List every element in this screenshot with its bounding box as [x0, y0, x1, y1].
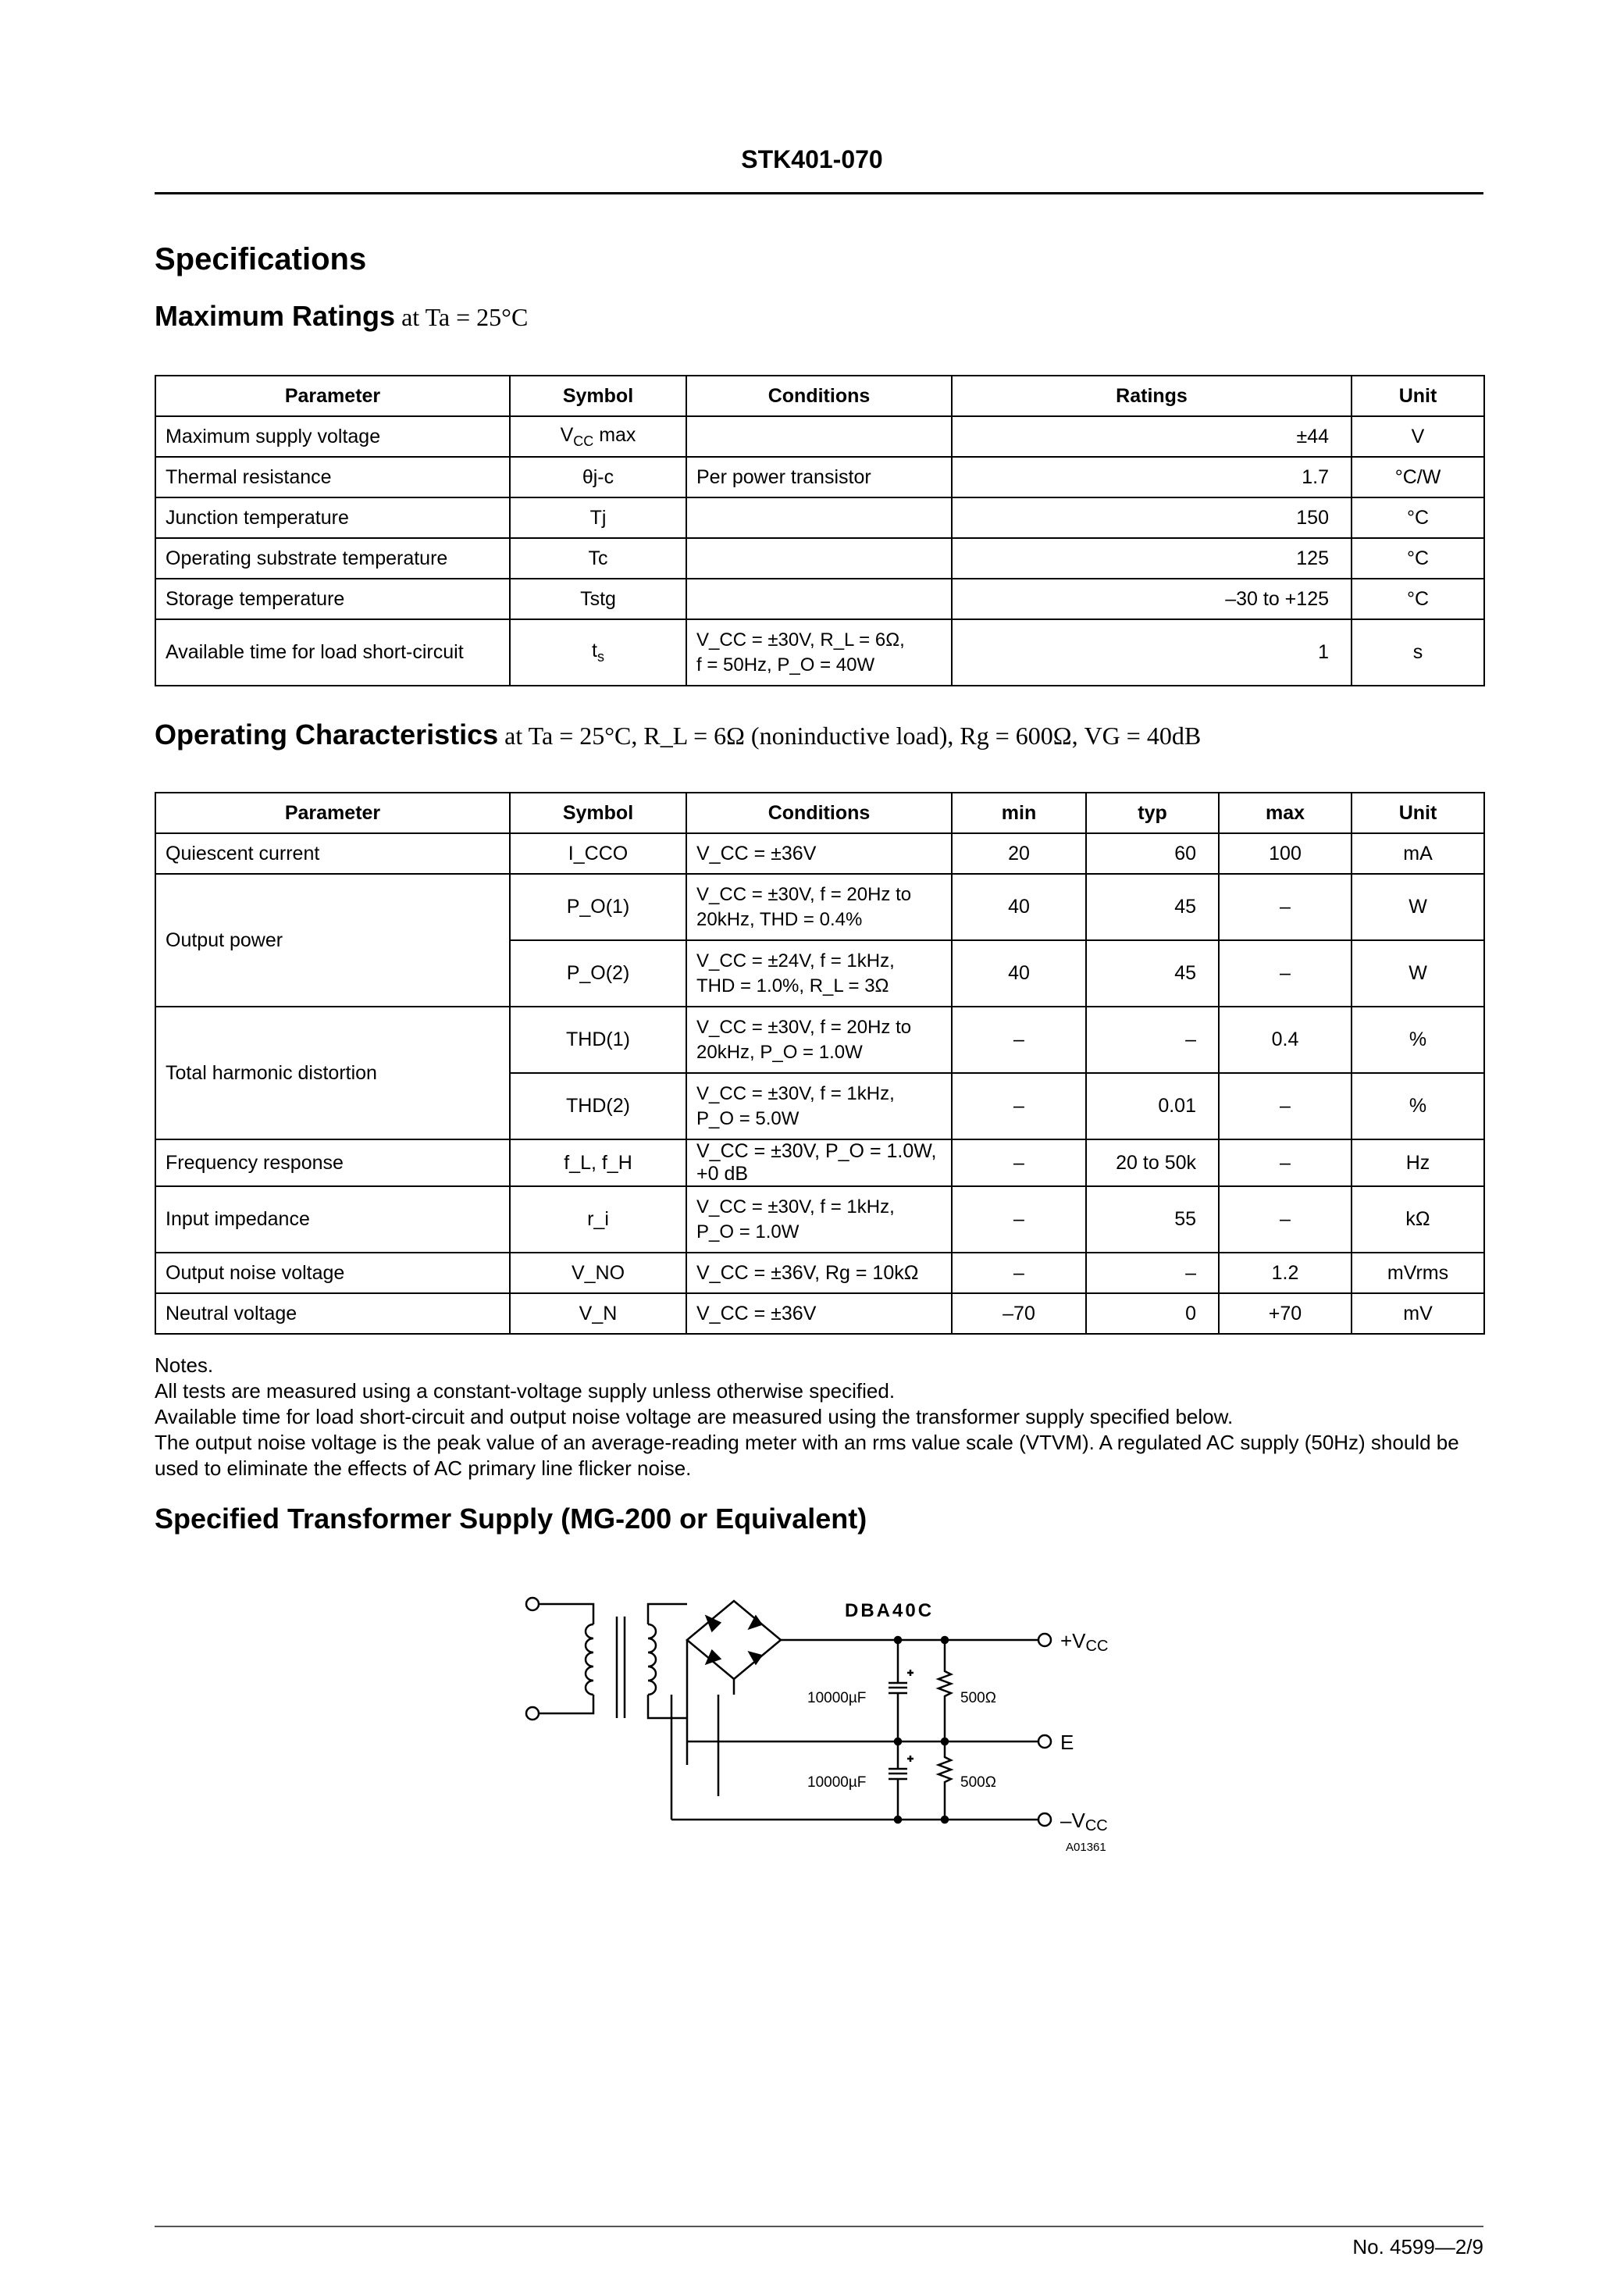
table-row: [155, 1186, 1484, 1253]
transformer-core-icon: [617, 1617, 625, 1718]
typ-cell: –: [1086, 1007, 1219, 1073]
typ-cell: 45: [1086, 874, 1219, 940]
symbol-cell: THD(2): [510, 1073, 686, 1139]
polarity-mark: [907, 1670, 914, 1762]
max-cell: –: [1219, 874, 1352, 940]
table-row: [155, 1253, 1484, 1293]
typ-cell: 0.01: [1086, 1073, 1219, 1139]
unit-cell: W: [1352, 874, 1484, 940]
col-header: Parameter: [155, 793, 510, 833]
max-cell: 1.2: [1219, 1253, 1352, 1293]
capacitor-icon: [889, 1683, 907, 1693]
symbol-cell: V_NO: [510, 1253, 686, 1293]
operating-condition: at Ta = 25°C, R_L = 6Ω (noninductive load), Rg = 600Ω, VG = 40dB: [504, 722, 1202, 750]
min-cell: –: [952, 1139, 1086, 1186]
unit-cell: kΩ: [1352, 1186, 1484, 1253]
unit-cell: °C: [1352, 538, 1484, 579]
operating-table: [155, 792, 1485, 1335]
conditions-cell: V_CC = ±36V, Rg = 10kΩ: [686, 1253, 952, 1293]
parameter-cell: Maximum supply voltage: [155, 416, 510, 457]
typ-cell: 55: [1086, 1186, 1219, 1253]
min-cell: 40: [952, 940, 1086, 1007]
symbol-cell: I_CCO: [510, 833, 686, 874]
unit-cell: mA: [1352, 833, 1484, 874]
col-header: Conditions: [686, 793, 952, 833]
conditions-cell: [686, 538, 952, 579]
unit-cell: s: [1352, 619, 1484, 686]
table-row: [155, 1293, 1484, 1334]
unit-cell: W: [1352, 940, 1484, 1007]
table-row: [155, 497, 1484, 538]
typ-cell: 45: [1086, 940, 1219, 1007]
figure-id: A01361: [1066, 1841, 1106, 1854]
resistor-label: 500Ω: [960, 1774, 996, 1791]
max-cell: +70: [1219, 1293, 1352, 1334]
note-line: Available time for load short-circuit and output noise voltage are measured using the transformer supply specified below.: [155, 1405, 1234, 1428]
min-cell: –70: [952, 1293, 1086, 1334]
min-cell: 40: [952, 874, 1086, 940]
junction-dot: [942, 1816, 948, 1823]
primary-coil-icon: [586, 1624, 593, 1695]
rating-cell: 125: [952, 538, 1352, 579]
table-row: [155, 538, 1484, 579]
max-cell: –: [1219, 1139, 1352, 1186]
junction-dot: [942, 1637, 948, 1643]
col-header: Conditions: [686, 376, 952, 416]
col-header: Ratings: [952, 376, 1352, 416]
conditions-cell: V_CC = ±30V, f = 20Hz to 20kHz, P_O = 1.0W: [686, 1007, 952, 1073]
symbol-cell: V_N: [510, 1293, 686, 1334]
notes-heading: Notes.: [155, 1353, 214, 1377]
parameter-cell: Frequency response: [155, 1139, 510, 1186]
symbol-cell: THD(1): [510, 1007, 686, 1073]
max-cell: 100: [1219, 833, 1352, 874]
col-header: Parameter: [155, 376, 510, 416]
input-terminal-icon: [526, 1598, 539, 1610]
parameter-cell: Junction temperature: [155, 497, 510, 538]
diode-icon: [707, 1651, 720, 1663]
notes-block: [155, 1353, 1490, 1481]
parameter-cell: Output noise voltage: [155, 1253, 510, 1293]
symbol-cell: Tj: [510, 497, 686, 538]
rating-cell: 1.7: [952, 457, 1352, 497]
symbol-cell: $V_{CC}$ max: [510, 416, 686, 457]
conditions-cell: V_CC = ±36V: [686, 1293, 952, 1334]
conditions-cell: [686, 416, 952, 457]
conditions-cell: V_CC = ±24V, f = 1kHz, THD = 1.0%, R_L = 3Ω: [686, 940, 952, 1007]
resistor-icon: [938, 1640, 951, 1820]
table-row: [155, 416, 1484, 457]
table-row: [155, 457, 1484, 497]
col-header: Symbol: [510, 793, 686, 833]
diode-icon: [707, 1617, 720, 1631]
resistor-label: 500Ω: [960, 1690, 996, 1706]
conditions-cell: V_CC = ±30V, f = 1kHz, P_O = 1.0W: [686, 1186, 952, 1253]
unit-cell: °C/W: [1352, 457, 1484, 497]
col-header: min: [952, 793, 1086, 833]
max-ratings-table: [155, 375, 1485, 686]
symbol-cell: θj-c: [510, 457, 686, 497]
operating-heading: [155, 718, 1201, 751]
rating-cell: ±44: [952, 416, 1352, 457]
junction-dot: [895, 1738, 901, 1745]
conditions-cell: V_CC = ±30V, f = 1kHz, P_O = 5.0W: [686, 1073, 952, 1139]
table-header-row: [155, 793, 1484, 833]
min-cell: –: [952, 1253, 1086, 1293]
unit-cell: Hz: [1352, 1139, 1484, 1186]
note-line: The output noise voltage is the peak value of an average-reading meter with an rms value scale (VTVM). A regulated AC supply (50Hz) should be used to eliminate the effects of AC primary line flicker noise.: [155, 1431, 1459, 1480]
capacitor-icon: [889, 1769, 907, 1779]
col-header: max: [1219, 793, 1352, 833]
conditions-cell: V_CC = ±36V: [686, 833, 952, 874]
min-cell: –: [952, 1007, 1086, 1073]
capacitor-label: 10000µF: [807, 1690, 867, 1706]
vcc-plus-label: +VCC: [1060, 1629, 1109, 1655]
max-ratings-heading: [155, 300, 528, 333]
bridge-label: DBA40C: [845, 1600, 935, 1621]
conditions-cell: [686, 579, 952, 619]
col-header: Symbol: [510, 376, 686, 416]
typ-cell: 0: [1086, 1293, 1219, 1334]
unit-cell: mV: [1352, 1293, 1484, 1334]
capacitor-label: 10000µF: [807, 1774, 867, 1791]
secondary-coil-icon: [648, 1624, 656, 1695]
unit-cell: °C: [1352, 579, 1484, 619]
specifications-title: Specifications: [155, 242, 367, 276]
conditions-cell: V_CC = ±30V, f = 20Hz to 20kHz, THD = 0.4%: [686, 874, 952, 940]
bridge-wire: [671, 1679, 734, 1820]
diode-icon: [750, 1617, 761, 1628]
diode-icon: [750, 1652, 761, 1663]
secondary-wire: [648, 1604, 687, 1718]
typ-cell: 60: [1086, 833, 1219, 874]
max-ratings-title: Maximum Ratings: [155, 300, 396, 332]
parameter-cell: Input impedance: [155, 1186, 510, 1253]
output-terminal-icon: [1038, 1735, 1051, 1748]
table-row: [155, 1139, 1484, 1186]
transformer-supply-circuit: [508, 1585, 1132, 1874]
max-cell: –: [1219, 940, 1352, 1007]
rating-cell: 1: [952, 619, 1352, 686]
col-header: Unit: [1352, 376, 1484, 416]
parameter-cell: Thermal resistance: [155, 457, 510, 497]
vcc-minus-label: –VCC: [1060, 1809, 1108, 1834]
document-header-title: STK401-070: [741, 145, 883, 173]
parameter-cell: Available time for load short-circuit: [155, 619, 510, 686]
table-row: [155, 874, 1484, 940]
symbol-cell: P_O(2): [510, 940, 686, 1007]
max-cell: –: [1219, 1186, 1352, 1253]
footer-rule: [155, 2226, 1483, 2227]
min-cell: –: [952, 1186, 1086, 1253]
col-header: Unit: [1352, 793, 1484, 833]
typ-cell: 20 to 50k: [1086, 1139, 1219, 1186]
junction-dot: [895, 1637, 901, 1643]
symbol-cell: f_L, f_H: [510, 1139, 686, 1186]
symbol-cell: Tstg: [510, 579, 686, 619]
parameter-cell: Quiescent current: [155, 833, 510, 874]
min-cell: –: [952, 1073, 1086, 1139]
min-cell: 20: [952, 833, 1086, 874]
parameter-cell: Output power: [155, 874, 510, 1007]
table-row: [155, 1007, 1484, 1073]
output-terminal-icon: [1038, 1813, 1051, 1826]
operating-title: Operating Characteristics: [155, 718, 499, 750]
conditions-cell: V_CC = ±30V, R_L = 6Ω, f = 50Hz, P_O = 40W: [686, 619, 952, 686]
table-row: [155, 579, 1484, 619]
output-terminal-icon: [1038, 1634, 1051, 1646]
table-header-row: [155, 376, 1484, 416]
e-label: E: [1060, 1731, 1074, 1754]
unit-cell: V: [1352, 416, 1484, 457]
transformer-title: Specified Transformer Supply (MG-200 or Equivalent): [155, 1503, 867, 1535]
unit-cell: %: [1352, 1073, 1484, 1139]
conditions-cell: V_CC = ±30V, P_O = 1.0W, +0 dB: [686, 1139, 952, 1186]
junction-dot: [942, 1738, 948, 1745]
parameter-cell: Operating substrate temperature: [155, 538, 510, 579]
symbol-cell: Tc: [510, 538, 686, 579]
rating-cell: 150: [952, 497, 1352, 538]
unit-cell: mVrms: [1352, 1253, 1484, 1293]
conditions-cell: [686, 497, 952, 538]
max-cell: –: [1219, 1073, 1352, 1139]
bridge-wire: [687, 1695, 718, 1796]
conditions-cell: Per power transistor: [686, 457, 952, 497]
note-line: All tests are measured using a constant-voltage supply unless otherwise specified.: [155, 1379, 896, 1403]
typ-cell: –: [1086, 1253, 1219, 1293]
table-row: [155, 619, 1484, 686]
junction-dot: [895, 1816, 901, 1823]
rating-cell: –30 to +125: [952, 579, 1352, 619]
max-cell: 0.4: [1219, 1007, 1352, 1073]
header-rule: [155, 192, 1483, 194]
page-number: No. 4599—2/9: [1352, 2235, 1483, 2258]
table-row: [155, 833, 1484, 874]
symbol-cell: P_O(1): [510, 874, 686, 940]
col-header: typ: [1086, 793, 1219, 833]
unit-cell: %: [1352, 1007, 1484, 1073]
unit-cell: °C: [1352, 497, 1484, 538]
symbol-cell: r_i: [510, 1186, 686, 1253]
parameter-cell: Total harmonic distortion: [155, 1007, 510, 1139]
input-terminal-icon: [526, 1707, 539, 1720]
max-ratings-condition: at Ta = 25°C: [401, 303, 529, 331]
parameter-cell: Neutral voltage: [155, 1293, 510, 1334]
parameter-cell: Storage temperature: [155, 579, 510, 619]
symbol-cell: $t_s$: [510, 619, 686, 686]
